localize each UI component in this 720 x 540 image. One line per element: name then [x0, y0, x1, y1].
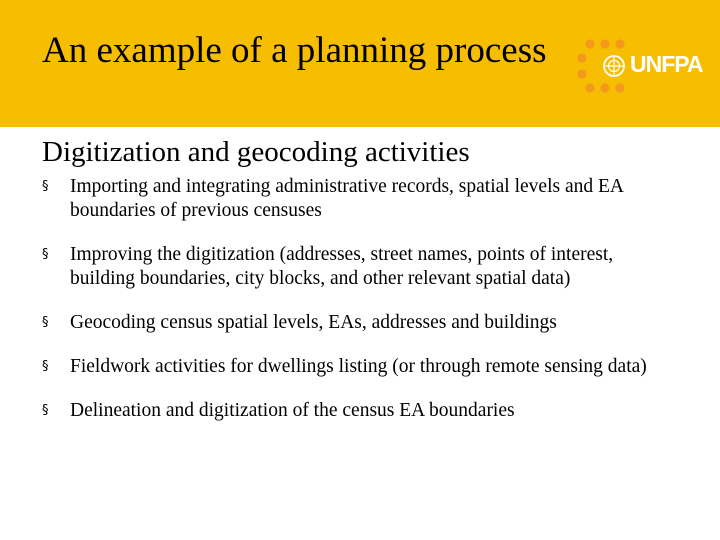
slide-subtitle: Digitization and geocoding activities [42, 136, 470, 168]
bullet-item [42, 355, 682, 379]
bullet-text: Delineation and digitization of the census EA boundaries [70, 400, 515, 421]
bullet-text: Geocoding census spatial levels, EAs, addresses and buildings [70, 312, 557, 333]
logo-wordmark: UNFPA [630, 51, 703, 77]
bullet-item [42, 243, 682, 291]
bullet-marker-icon: § [42, 403, 49, 418]
bullet-marker-icon: § [42, 315, 49, 330]
bullet-marker-icon: § [42, 359, 49, 374]
bullet-text: Fieldwork activities for dwellings listing (or through remote sensing data) [70, 356, 647, 377]
bullet-item [42, 311, 682, 335]
logo-dots-icon [574, 36, 634, 96]
bullet-list [42, 175, 682, 443]
bullet-marker-icon: § [42, 179, 49, 194]
slide-title: An example of a planning process [42, 30, 547, 71]
bullet-marker-icon: § [42, 247, 49, 262]
bullet-text: Importing and integrating administrative records, spatial levels and EA boundaries of previous censuses [70, 176, 623, 221]
unfpa-logo [574, 36, 714, 96]
bullet-text: Improving the digitization (addresses, street names, points of interest, building boundaries, city blocks, and other relevant spatial data) [70, 244, 614, 289]
bullet-item [42, 175, 682, 223]
bullet-item [42, 399, 682, 423]
